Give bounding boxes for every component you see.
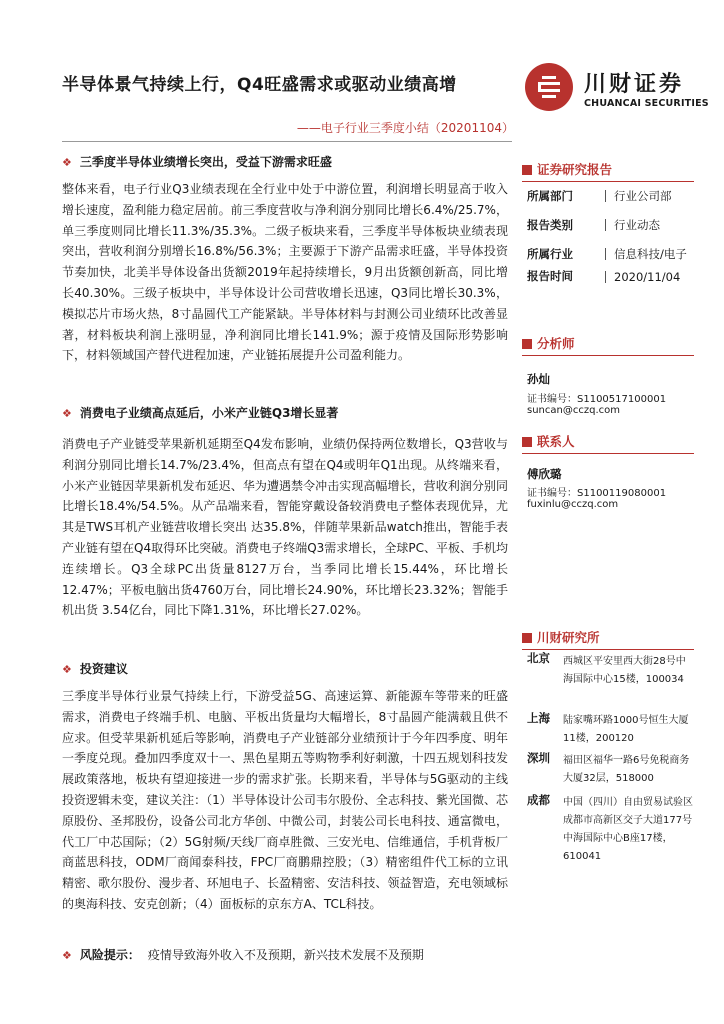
contact-cert: 证书编号：S1100119080001 — [527, 488, 667, 499]
section-heading-3: ❖ 投资建议 — [62, 662, 128, 676]
info-value-date: 2020/11/04 — [605, 271, 680, 283]
contact-email[interactable]: fuxinlu@cczq.com — [527, 499, 619, 510]
diamond-bullet-icon: ❖ — [62, 156, 72, 169]
section-heading-2: ❖ 消费电子业绩高点延后，小米产业链Q3增长显著 — [62, 406, 339, 420]
report-info-header: 证券研究报告 — [522, 160, 694, 182]
logo-name-en: CHUANCAI SECURITIES — [584, 98, 709, 109]
square-bullet-icon — [522, 633, 532, 643]
square-bullet-icon — [522, 165, 532, 175]
analyst-cert: 证书编号：S1100517100001 — [527, 394, 667, 405]
square-bullet-icon — [522, 437, 532, 447]
header-divider — [62, 141, 512, 142]
risk-line: ❖ 风险提示： 疫情导致海外收入不及预期，新兴技术发展不及预期 — [62, 948, 424, 962]
office-address-chengdu: 中国（四川）自由贸易试验区成都市高新区交子大道177号中海国际中心B座17楼，610041 — [563, 797, 693, 862]
office-address-beijing: 西城区平安里西大街28号中海国际中心15楼，100034 — [563, 656, 686, 685]
section-body-3: 三季度半导体行业景气持续上行，下游受益5G、高速运算、新能源车等带来的旺盛需求，消费电子终端手机、电脑、平板出货量均大幅增长，8寸晶圆产能满载且供不应求。但受苹果新机延后等影响，消费电子产业链部分业绩预计于今年四季度、明年一季度兑现。叠加四季度双十一、黑色星期五等购物季利好刺激，十四五规划科技发展政策落地，板块有望迎接进一步的需求扩张。长期来看，半导体与5G驱动的主线投资逻辑未变，建议关注：（1）半导体设计公司韦尔股份、全志科技、紫光国微、芯原股份、圣邦股份，设备公司北方华创、中微公司，封装公司长电科技、通富微电，代工厂中芯国际；（2）5G射频/天线厂商卓胜微、三安光电、信维通信，手机背板厂商蓝思科技，ODM厂商闻泰科技，FPC厂商鹏鼎控股；（3）精密组件代工标的立讯精密、歌尔股份、漫步者、环旭电子、长盈精密、安洁科技、领益智造，充电领域标的奥海科技、安克创新；（4）面板标的京东方A、TCL科技。 — [62, 689, 508, 911]
institute-header: 川财研究所 — [522, 628, 694, 650]
analyst-name: 孙灿 — [527, 372, 550, 386]
info-key-type: 报告类别 — [527, 218, 573, 232]
contact-name: 傅欣璐 — [527, 467, 562, 481]
section-body-1: 整体来看，电子行业Q3业绩表现在全行业中处于中游位置，利润增长明显高于收入增长速度，盈利能力稳定居前。前三季度营收与净利润分别同比增长6.4%/25.7%，单三季度则同比增长11.3%/35.3%。二级子板块来看，三季度半导体板块业绩表现突出，营收利润分别增长16.8%/56.3%；主要源于下游产品需求旺盛，半导体投资节奏加快，北美半导体设备出货额2019年起持续增长，9月出货额创新高，同比增长40.30%。三级子板块中，半导体设计公司营收增长迅速，Q3同比增长30.3%，模拟芯片市场火热，8寸晶圆代工产能紧缺。半导体材料与封测公司业绩环比改善显著，材料板块利润上涨明显，净利润同比增长141.9%；源于疫情及国际形势影响下，材料领域国产替代进程加速，产业链拓展提升公司盈利能力。 — [62, 182, 508, 363]
info-key-date: 报告时间 — [527, 269, 573, 283]
analyst-email[interactable]: suncan@cczq.com — [527, 405, 620, 416]
office-city-shanghai: 上海 — [527, 711, 550, 725]
contact-header: 联系人 — [522, 432, 694, 454]
logo-mark-icon — [524, 62, 574, 112]
section-heading-1: ❖ 三季度半导体业绩增长突出，受益下游需求旺盛 — [62, 155, 332, 169]
square-bullet-icon — [522, 339, 532, 349]
page-subtitle: ——电子行业三季度小结（20201104） — [296, 121, 514, 135]
office-city-chengdu: 成都 — [527, 793, 550, 807]
office-address-shenzhen: 福田区福华一路6号免税商务大厦32层，518000 — [563, 755, 690, 784]
section-body-2: 消费电子产业链受苹果新机延期至Q4发布影响，业绩仍保持两位数增长，Q3营收与利润分别同比增长14.7%/23.4%，但高点有望在Q4或明年Q1出现。从终端来看，小米产业链因苹果新机发布延迟、华为遭遇禁令冲击实现高幅增长，营收利润分别同比增长18.4%/54.5%。从产品端来看，智能穿戴设备较消费电子整体表现优异，尤其是TWS耳机产业链营收增长突出 达35.8%，伴随苹果新品watch推出，智能手表产业链有望在Q4取得环比突破。消费电子终端Q3需求增长，全球PC、平板、手机均连续增长。Q3全球PC出货量8127万台，当季同比增长15.44%，环比增长12.47%；平板电脑出货4760万台，同比增长24.90%，环比增长23.32%；智能手机出货 3.54亿台，同比下降1.31%，环比增长27.02%。 — [62, 437, 508, 618]
risk-text: 疫情导致海外收入不及预期，新兴技术发展不及预期 — [147, 948, 424, 962]
office-city-beijing: 北京 — [527, 651, 550, 665]
page-title: 半导体景气持续上行，Q4旺盛需求或驱动业绩高增 — [62, 75, 457, 95]
info-key-dept: 所属部门 — [527, 189, 573, 203]
office-address-shanghai: 陆家嘴环路1000号恒生大厦11楼，200120 — [563, 715, 689, 744]
diamond-bullet-icon: ❖ — [62, 407, 72, 420]
diamond-bullet-icon: ❖ — [62, 949, 72, 962]
info-value-type: 行业动态 — [605, 219, 660, 231]
logo-name-cn: 川财证券 — [584, 72, 685, 97]
info-value-industry: 信息科技/电子 — [605, 248, 687, 260]
analyst-header: 分析师 — [522, 334, 694, 356]
office-city-shenzhen: 深圳 — [527, 751, 550, 765]
company-logo — [524, 62, 574, 112]
info-value-dept: 行业公司部 — [605, 190, 672, 202]
diamond-bullet-icon: ❖ — [62, 663, 72, 676]
info-key-industry: 所属行业 — [527, 247, 573, 261]
